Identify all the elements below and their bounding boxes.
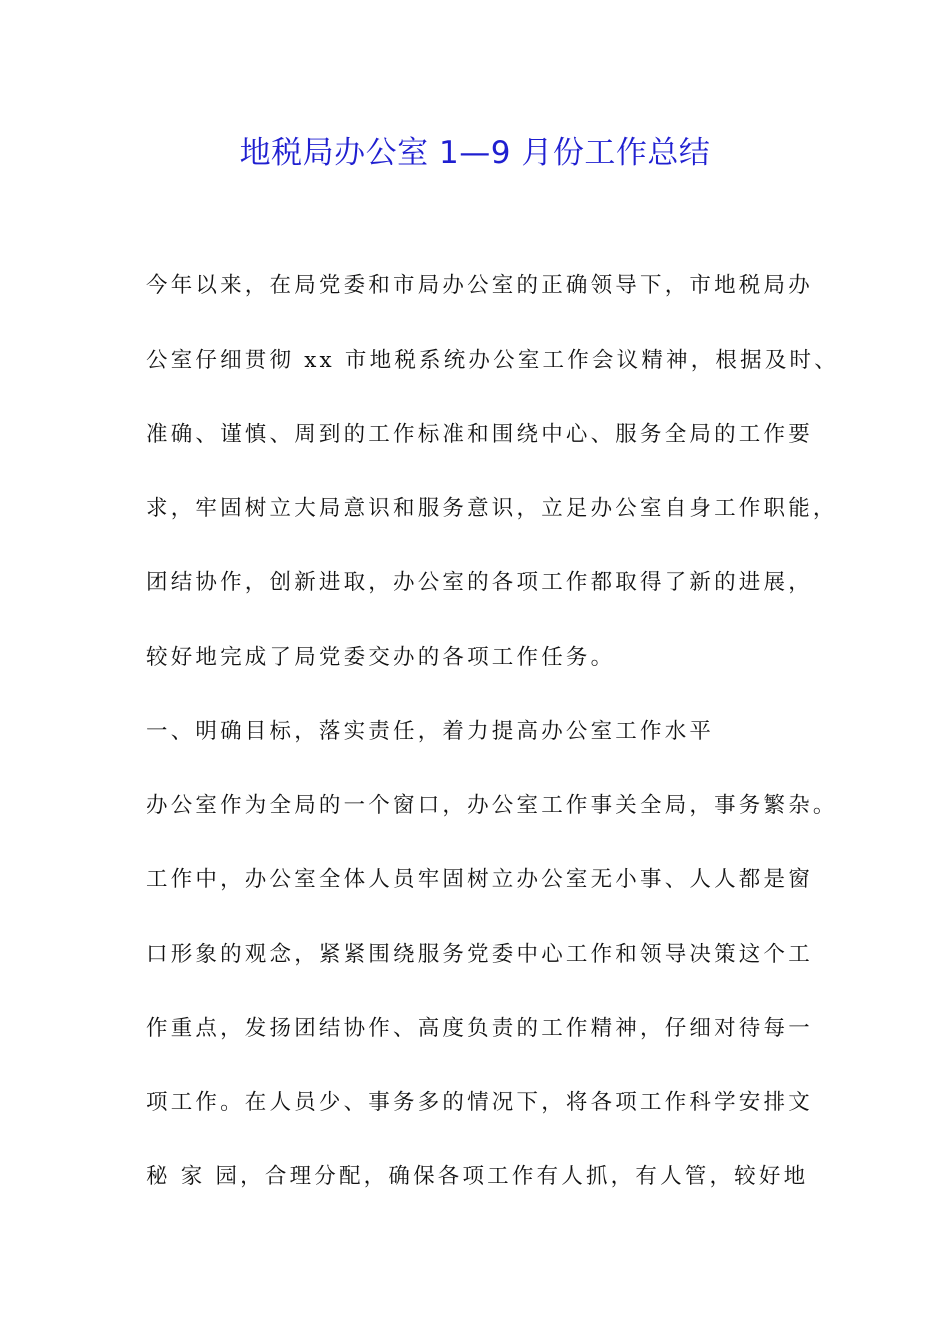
paragraph-line-11: 项工作。在人员少、事务多的情况下，将各项工作科学安排文	[146, 1090, 813, 1115]
paragraph-line-6: 较好地完成了局党委交办的各项工作任务。	[146, 645, 616, 670]
paragraph-line-7: 办公室作为全局的一个窗口，办公室工作事关全局，事务繁杂。	[146, 793, 838, 818]
paragraph-line-3: 准确、谨慎、周到的工作标准和围绕中心、服务全局的工作要	[146, 422, 813, 447]
paragraph-line-12: 秘 家 园，合理分配，确保各项工作有人抓，有人管，较好地	[146, 1164, 809, 1189]
paragraph-line-2: 公室仔细贯彻 xx 市地税系统办公室工作会议精神，根据及时、	[146, 348, 839, 373]
section-heading-1: 一、明确目标，落实责任，着力提高办公室工作水平	[146, 719, 715, 744]
paragraph-line-1: 今年以来，在局党委和市局办公室的正确领导下，市地税局办	[146, 273, 813, 298]
document-title: 地税局办公室 1—9 月份工作总结	[239, 135, 711, 171]
paragraph-line-5: 团结协作，创新进取，办公室的各项工作都取得了新的进展，	[146, 570, 813, 595]
paragraph-line-8: 工作中，办公室全体人员牢固树立办公室无小事、人人都是窗	[146, 867, 813, 892]
paragraph-line-4: 求，牢固树立大局意识和服务意识，立足办公室自身工作职能，	[146, 496, 838, 521]
paragraph-line-10: 作重点，发扬团结协作、高度负责的工作精神，仔细对待每一	[146, 1016, 813, 1041]
paragraph-line-9: 口形象的观念，紧紧围绕服务党委中心工作和领导决策这个工	[146, 942, 813, 967]
